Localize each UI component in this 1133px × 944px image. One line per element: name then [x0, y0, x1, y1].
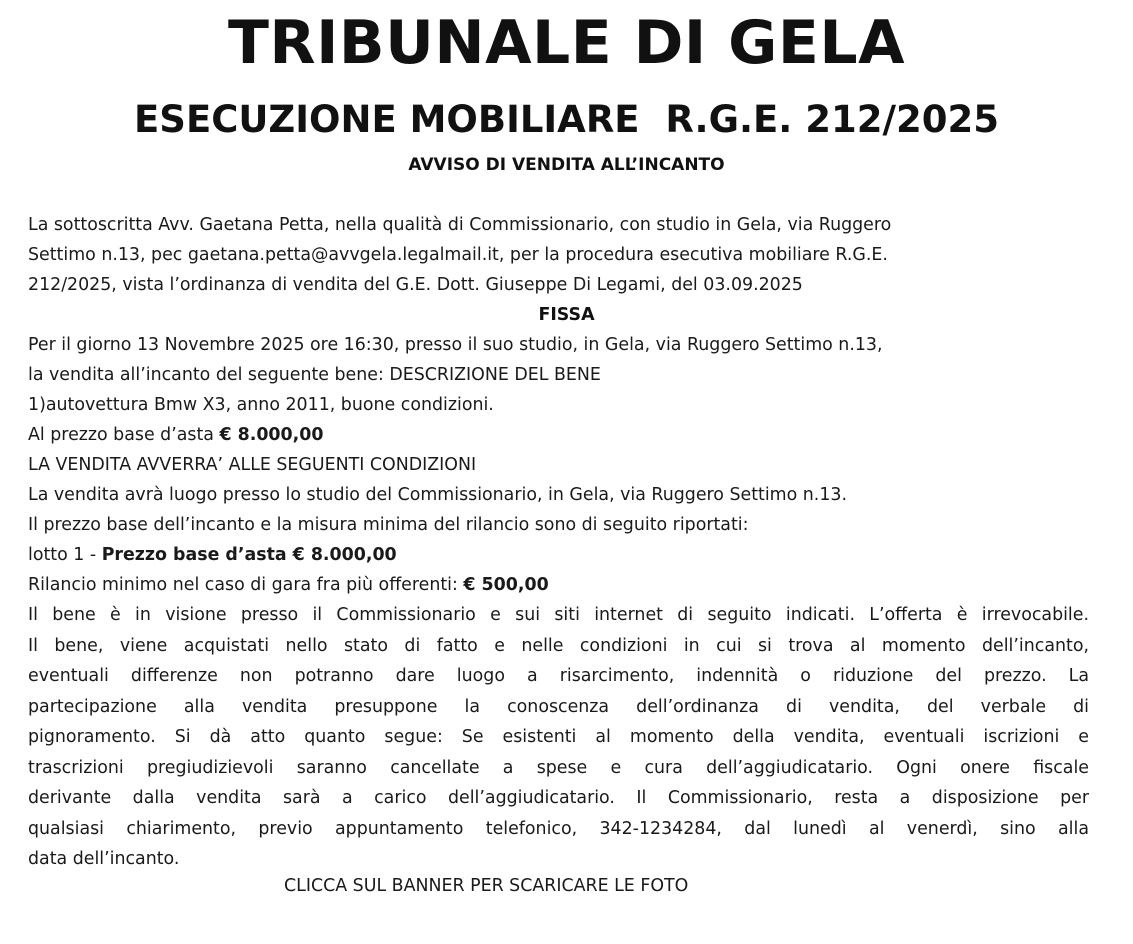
intro-paragraph [28, 210, 1089, 300]
base-price-line [28, 420, 1089, 450]
base-price-label: Al prezzo base d’asta [28, 425, 220, 445]
location-line: La vendita avrà luogo presso lo studio del Commissionario, in Gela, via Ruggero Settimo n.13. [28, 485, 847, 505]
intro-line: Settimo n.13, pec gaetana.petta@avvgela.legalmail.it, per la procedura esecutiva mobiliare R.G.E. [28, 245, 888, 265]
lot-price: Prezzo base d’asta € 8.000,00 [101, 545, 397, 565]
procedure-subtitle: ESECUZIONE MOBILIARE R.G.E. 212/2025 [134, 98, 999, 141]
lot-line [28, 540, 1089, 570]
court-title: TRIBUNALE DI GELA [227, 8, 906, 78]
prices-intro-line: Il prezzo base dell’incanto e la misura minima del rilancio sono di seguito riportati: [28, 515, 749, 535]
notice-heading: AVVISO DI VENDITA ALL’INCANTO [408, 155, 725, 175]
min-raise-value: € 500,00 [463, 575, 549, 595]
lot-label: lotto 1 - [28, 545, 102, 565]
sale-description-line: la vendita all’incanto del seguente bene: DESCRIZIONE DEL BENE [28, 365, 601, 385]
terms-line: trascrizioni pregiudizievoli saranno cancellate a spese e cura dell’aggiudicatario. Ogni onere fiscale [28, 757, 1089, 778]
intro-line: 212/2025, vista l’ordinanza di vendita del G.E. Dott. Giuseppe Di Legami, del 03.09.2025 [28, 275, 803, 295]
terms-line: eventuali differenze non potranno dare luogo a risarcimento, indennità o riduzione del prezzo. La [28, 666, 1089, 686]
terms-line: Il bene, viene acquistati nello stato di fatto e nelle condizioni in cui si trova al momento dell’incanto, [28, 635, 1089, 656]
sale-details [28, 330, 1089, 600]
min-raise-label: Rilancio minimo nel caso di gara fra più offerenti: [28, 575, 464, 595]
terms-line: derivante dalla vendita sarà a carico dell’aggiudicatario. Il Commissionario, resta a disposizione per [28, 788, 1089, 808]
sale-date-line: Per il giorno 13 Novembre 2025 ore 16:30, presso il suo studio, in Gela, via Ruggero Settimo n.13, [28, 335, 883, 355]
min-raise-line [28, 570, 1089, 600]
conditions-heading: LA VENDITA AVVERRA’ ALLE SEGUENTI CONDIZIONI [28, 455, 477, 475]
intro-line: La sottoscritta Avv. Gaetana Petta, nella qualità di Commissionario, con studio in Gela, via Ruggero [28, 215, 892, 235]
terms-line: partecipazione alla vendita presuppone la conoscenza dell’ordinanza di vendita, del verbale di [28, 696, 1089, 717]
terms-line: pignoramento. Si dà atto quanto segue: Se esistenti al momento della vendita, eventuali iscrizioni e [28, 727, 1089, 747]
download-photos-link[interactable]: CLICCA SUL BANNER PER SCARICARE LE FOTO [284, 876, 689, 896]
terms-line: data dell’incanto. [28, 849, 180, 869]
base-price-value: € 8.000,00 [219, 425, 324, 445]
item-line: 1)autovettura Bmw X3, anno 2011, buone condizioni. [28, 395, 494, 415]
terms-line: qualsiasi chiarimento, previo appuntamento telefonico, 342-1234284, dal lunedì al venerdì, sino alla [28, 818, 1089, 839]
terms-line: Il bene è in visione presso il Commissionario e sui siti internet di seguito indicati. L’offerta è irrevocabile. [28, 605, 1089, 625]
fissa-heading: FISSA [538, 305, 595, 325]
terms-paragraph [28, 600, 1089, 875]
